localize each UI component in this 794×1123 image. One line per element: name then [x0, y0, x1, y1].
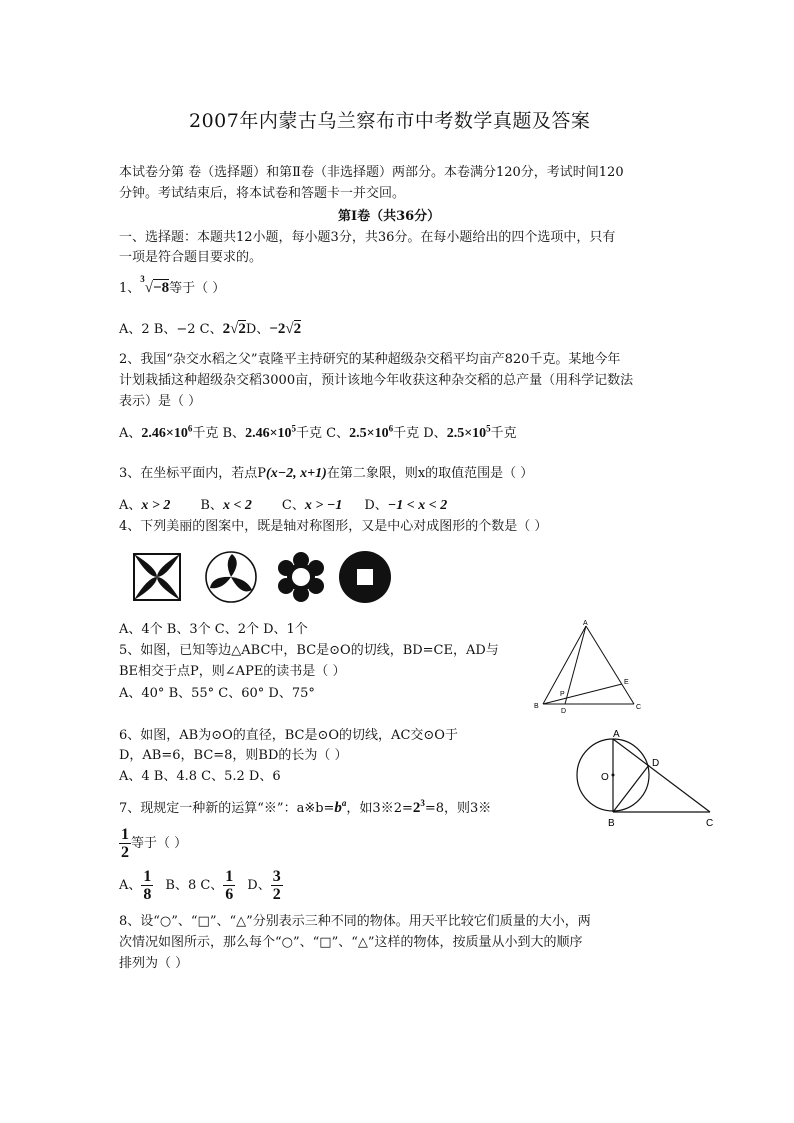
- q1-option-d-math: −2√2: [269, 321, 302, 337]
- q5-label-b: B: [534, 703, 539, 710]
- q1-prefix: 1、: [119, 281, 141, 296]
- question-5-options: A、40° B、55° C、60° D、75°: [119, 686, 315, 701]
- question-1-options: A、2 B、−2 C、2√2D、−2√2: [119, 321, 302, 337]
- question-4: 4、下列美丽的图案中，既是轴对称图形，又是中心对成图形的个数是（ ）: [119, 519, 548, 534]
- question-1: [119, 274, 226, 297]
- q5-label-e: E: [624, 679, 629, 686]
- q6-label-o: O: [601, 772, 609, 783]
- question-4-options: A、4个 B、3个 C、2个 D、1个: [119, 622, 308, 637]
- q6-label-b: B: [608, 818, 615, 829]
- question-6-line-1: 6、如图，AB为⊙O的直径，BC是⊙O的切线，AC交⊙O于: [119, 728, 458, 743]
- q1-cube-root: $^3$√−8: [140, 274, 170, 296]
- q5-label-d: D: [561, 708, 567, 715]
- question-3: 3、在坐标平面内，若点P(x−2, x+1)在第二象限，则x的取值范围是（ ）: [119, 466, 534, 481]
- q6-label-d: D: [652, 758, 660, 769]
- q1-option-c-math: 2√2: [222, 321, 246, 337]
- question-2-options: A、$2.46\times 10^6$千克 B、$2.46\times 10^5$千克 C、$2.5\times 10^6$千克 D、$2.5\times 10^5$千克: [119, 423, 517, 441]
- q6-figure: [575, 728, 720, 828]
- section-instructions-1: 一、选择题：本题共12小题，每小题3分，共36分。在每小题给出的四个选项中，只有: [119, 230, 616, 245]
- question-2-line-2: 计划栽插这种超级杂交稻3000亩，预计该地今年收获这种杂交稻的总产量（用科学记数法: [119, 373, 634, 388]
- page-title: 2007年内蒙古乌兰察布市中考数学真题及答案: [189, 110, 591, 132]
- question-2-line-3: 表示）是（ ）: [119, 394, 202, 409]
- question-3-options: A、x > 2 B、x < 2 C、x > −1 D、−1 < x < 2: [119, 498, 448, 513]
- question-8-line-1: 8、设“○”、“□”、“△”分别表示三种不同的物体。用天平比较它们质量的大小，两: [119, 914, 591, 929]
- question-6-line-2: D，AB=6，BC=8，则BD的长为（ ）: [119, 748, 348, 763]
- question-5-line-1: 5、如图，已知等边△ABC中，BC是⊙O的切线，BD=CE，AD与: [119, 643, 499, 658]
- pattern-figures: [128, 548, 408, 608]
- q1-suffix: 等于（ ）: [169, 281, 226, 296]
- intro-line-1: 本试卷分第 卷（选择题）和第Ⅱ卷（非选择题）两部分。本卷满分120分，考试时间120: [119, 165, 624, 180]
- q5-label-p: P: [560, 691, 565, 698]
- q6-label-c: C: [706, 818, 714, 829]
- pattern-flower-icon: [278, 552, 324, 602]
- q5-figure: [530, 620, 645, 715]
- intro-line-2: 分钟。考试结束后，将本试卷和答题卡一并交回。: [119, 186, 406, 201]
- question-5-line-2: BE相交于点P，则∠APE的读书是（ ）: [119, 664, 346, 679]
- pattern-square-icon: [134, 554, 180, 600]
- question-8-line-2: 次情况如图所示，那么每个“○”、“□”、“△”这样的物体，按质量从小到大的顺序: [119, 935, 583, 950]
- pattern-propeller-icon: [206, 552, 256, 602]
- q7-half: $\frac{1}{2}$: [121, 826, 129, 861]
- q5-label-a: A: [583, 620, 588, 627]
- q5-label-c: C: [636, 704, 642, 711]
- section-instructions-2: 一项是符合题目要求的。: [119, 250, 263, 265]
- question-8-line-3: 排列为（ ）: [119, 956, 189, 971]
- pattern-coin-icon: [339, 551, 391, 603]
- question-6-options: A、4 B、4.8 C、5.2 D、6: [119, 769, 281, 784]
- question-2-line-1: 2、我国“杂交水稻之父”袁隆平主持研究的某种超级杂交稻平均亩产820千克。某地今年: [119, 352, 621, 367]
- question-7-continued: $\frac{1}{2}$ 等于（ ）: [121, 826, 188, 861]
- section-header: 第Ⅰ卷（共36分）: [338, 209, 441, 224]
- question-7-options: A、 $\frac{1}{8}$ B、8 C、 $\frac{1}{6}$ D、 $\frac{3}{2}$: [119, 868, 281, 903]
- question-7: 7、现规定一种新的运算“※”：$a※b=b^a$，如$3※2=2^3=8$，则3※: [119, 798, 492, 816]
- q6-label-a: A: [613, 729, 620, 740]
